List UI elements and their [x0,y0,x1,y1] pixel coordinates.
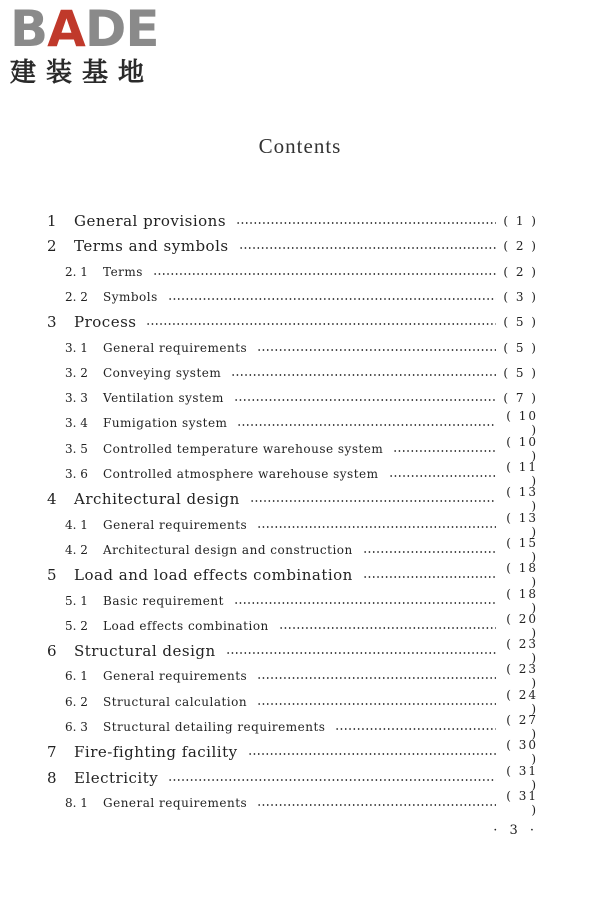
dot-leader [393,450,496,452]
dot-leader [279,627,496,629]
toc-entry[interactable] [0,285,600,309]
dot-leader [237,424,496,426]
toc-entry-page: ( 10 ) [506,409,538,438]
toc-entry-title: Controlled temperature warehouse system [103,441,384,456]
dot-leader [236,222,496,224]
toc-entry[interactable] [0,234,600,258]
toc-entry-title: General requirements [103,340,248,355]
dot-leader [248,753,496,755]
toc-entry-page: ( 24 ) [506,687,538,716]
toc-entry-number: 3. 4 [65,416,88,431]
toc-entry-page: ( 13 ) [506,485,538,514]
toc-entry[interactable] [0,434,600,463]
toc-entry[interactable] [0,763,600,792]
toc-entry-title: Basic requirement [103,593,224,608]
toc-entry-number: 6. 1 [65,669,88,684]
toc-entry-page: ( 31 ) [506,763,538,792]
toc-entry[interactable] [0,586,600,615]
toc-entry-title: Fumigation system [103,416,228,431]
toc-entry-page: ( 27 ) [506,713,538,741]
dot-leader [168,779,496,781]
toc-entry-number: 8. 1 [65,795,88,810]
toc-entry-number: 3. 3 [65,391,88,406]
toc-entry-title: Process [74,313,137,332]
toc-entry-title: Structural calculation [103,694,248,709]
dot-leader [257,677,496,679]
toc-entry[interactable] [0,209,600,233]
toc-entry-number: 3. 2 [65,365,88,380]
dot-leader [231,374,496,376]
page-title: Contents [258,134,342,158]
toc-entry-title: Terms [103,264,143,279]
toc-entry[interactable] [0,510,600,539]
page-number: · 3 · [493,823,538,838]
toc-entry[interactable] [0,535,600,564]
toc-entry-number: 8 [47,768,57,787]
dot-leader [250,500,496,502]
toc-entry-number: 6. 2 [65,694,88,709]
dot-leader [234,399,496,401]
toc-entry-number: 5. 2 [65,618,88,633]
toc-entry[interactable] [0,561,600,590]
toc-entry-title: Ventilation system [103,391,224,406]
toc-entry[interactable] [0,611,600,640]
toc-entry[interactable] [0,336,600,360]
toc-entry-title: General requirements [103,795,248,810]
toc-entry-page: ( 10 ) [506,434,538,463]
toc-entry-title: Terms and symbols [74,237,229,256]
toc-entry[interactable] [0,637,600,666]
dot-leader [335,728,496,730]
logo-latin-text: BADE [10,0,159,58]
dot-leader [363,576,496,578]
dot-leader [257,703,496,705]
toc-entry-page: ( 15 ) [506,535,538,564]
toc-entry-title: General provisions [74,212,227,230]
toc-entry-number: 1 [47,212,57,230]
toc-entry[interactable] [0,738,600,767]
toc-entry-title: Structural design [74,642,216,661]
toc-entry-number: 3. 6 [65,467,88,481]
toc-entry-page: ( 2 ) [503,264,538,279]
toc-entry-page: ( 1 ) [503,214,538,228]
toc-entry-number: 7 [47,743,57,762]
bade-logo [10,0,180,88]
toc-entry-page: ( 5 ) [503,315,538,330]
toc-entry-number: 2. 1 [65,264,88,279]
toc-entry-page: ( 20 ) [506,611,538,640]
dot-leader [257,526,496,528]
toc-entry-number: 4. 2 [65,542,88,557]
dot-leader [234,602,496,604]
toc-entry-number: 3 [47,313,57,332]
toc-entry-title: Load and load effects combination [74,566,353,585]
dot-leader [168,298,496,300]
toc-entry-page: ( 18 ) [506,561,538,590]
toc-entry-title: Structural detailing requirements [103,720,326,734]
toc-entry-title: Electricity [74,768,159,787]
toc-entry-title: General requirements [103,517,248,532]
toc-entry-page: ( 5 ) [503,340,538,355]
toc-entry[interactable] [0,485,600,514]
toc-entry-page: ( 3 ) [503,289,538,304]
dot-leader [153,273,496,275]
toc-entry-number: 6. 3 [65,720,88,734]
toc-entry-page: ( 13 ) [506,510,538,539]
dot-leader [389,475,496,477]
toc-entry-title: Conveying system [103,365,222,380]
toc-entry[interactable] [0,662,600,691]
toc-entry-number: 5 [47,566,57,585]
toc-entry-number: 4 [47,490,57,509]
toc-entry-page: ( 31 ) [506,788,538,817]
toc-entry-number: 2 [47,237,57,256]
toc-entry-title: General requirements [103,669,248,684]
toc-entry[interactable] [0,687,600,716]
toc-entry-page: ( 5 ) [503,365,538,380]
toc-entry-title: Architectural design [74,490,240,509]
logo-cjk-text: 建装基地 [10,58,155,88]
toc-entry[interactable] [0,788,600,817]
toc-entry[interactable] [0,386,600,410]
toc-entry-number: 5. 1 [65,593,88,608]
dot-leader [146,323,496,325]
toc-entry-number: 4. 1 [65,517,88,532]
toc-entry-title: Architectural design and construction [103,542,353,557]
toc-entry-title: Symbols [103,289,158,304]
dot-leader [257,349,496,351]
toc-entry-number: 3. 5 [65,441,88,456]
toc-entry[interactable] [0,310,600,334]
toc-entry-number: 3. 1 [65,340,88,355]
toc-entry-page: ( 30 ) [506,738,538,767]
dot-leader [363,551,496,553]
toc-entry-page: ( 23 ) [506,662,538,691]
toc-entry-page: ( 11 ) [506,460,538,488]
dot-leader [257,804,496,806]
toc-entry[interactable] [0,715,600,739]
toc-entry-page: ( 23 ) [506,637,538,666]
toc-entry[interactable] [0,260,600,284]
toc-entry-number: 6 [47,642,57,661]
toc-entry-page: ( 18 ) [506,586,538,615]
dot-leader [226,652,496,654]
toc-entry-page: ( 2 ) [503,239,538,254]
toc-entry-page: ( 7 ) [503,391,538,406]
toc-entry-title: Fire-fighting facility [74,743,238,762]
toc-entry[interactable] [0,409,600,438]
toc-entry-title: Controlled atmosphere warehouse system [103,467,379,481]
toc-entry[interactable] [0,462,600,486]
dot-leader [239,247,496,249]
toc-entry-number: 2. 2 [65,289,88,304]
toc-entry-title: Load effects combination [103,618,269,633]
toc-entry[interactable] [0,361,600,385]
